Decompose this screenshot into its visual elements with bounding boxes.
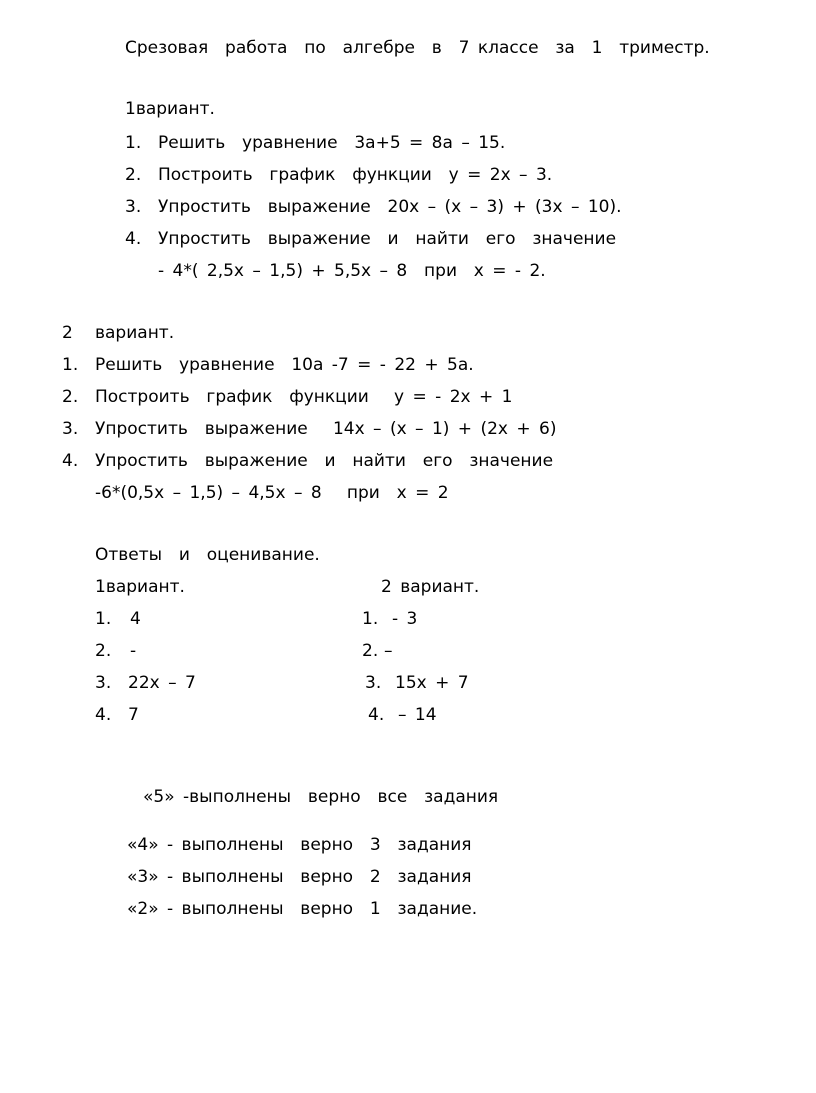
variant2-heading: вариант.	[95, 323, 175, 343]
answer-v1-2-number: 2.	[95, 641, 112, 661]
answer-v1-1-number: 1.	[95, 609, 112, 629]
variant2-heading-number: 2	[62, 323, 73, 343]
variant2-task4-text: Упростить выражение и найти его значение	[95, 451, 554, 471]
variant1-task4-number: 4.	[125, 229, 142, 249]
variant2-task4-number: 4.	[62, 451, 79, 471]
variant2-task2-number: 2.	[62, 387, 79, 407]
variant1-task2-text: Построить график функции у = 2х – 3.	[158, 165, 553, 185]
grading-2: «2» - выполнены верно 1 задание.	[127, 899, 478, 919]
variant2-task4-expression: -6*(0,5х – 1,5) – 4,5х – 8 при х = 2	[95, 483, 449, 503]
answer-v2-4-number: 4.	[368, 705, 385, 725]
variant2-task2-text: Построить график функции у = - 2х + 1	[95, 387, 513, 407]
variant1-heading: 1вариант.	[125, 99, 215, 119]
answers-variant2-label: 2 вариант.	[381, 577, 480, 597]
variant2-task1-text: Решить уравнение 10а -7 = - 22 + 5а.	[95, 355, 474, 375]
page-title: Срезовая работа по алгебре в 7 классе за 1 триместр.	[125, 38, 710, 58]
answer-v1-3-value: 22х – 7	[128, 673, 196, 693]
variant2-task1-number: 1.	[62, 355, 79, 375]
grading-4: «4» - выполнены верно 3 задания	[127, 835, 472, 855]
answer-v1-4-value: 7	[128, 705, 139, 725]
grading-3: «3» - выполнены верно 2 задания	[127, 867, 472, 887]
answers-variant1-label: 1вариант.	[95, 577, 185, 597]
answer-v2-1-number: 1.	[362, 609, 379, 629]
variant1-task4-expression: - 4*( 2,5х – 1,5) + 5,5х – 8 при х = - 2.	[158, 261, 546, 281]
answer-v2-3-number: 3.	[365, 673, 382, 693]
grading-5: «5» -выполнены верно все задания	[143, 787, 499, 807]
answer-v1-4-number: 4.	[95, 705, 112, 725]
variant1-task1-text: Решить уравнение 3а+5 = 8а – 15.	[158, 133, 506, 153]
variant1-task2-number: 2.	[125, 165, 142, 185]
answer-v2-2-number: 2.	[362, 641, 379, 661]
answer-v1-3-number: 3.	[95, 673, 112, 693]
answer-v1-1-value: 4	[130, 609, 141, 629]
variant2-task3-text: Упростить выражение 14х – (х – 1) + (2х + 6)	[95, 419, 557, 439]
variant1-task4-text: Упростить выражение и найти его значение	[158, 229, 617, 249]
variant1-task3-text: Упростить выражение 20х – (х – 3) + (3х – 10).	[158, 197, 622, 217]
variant1-task3-number: 3.	[125, 197, 142, 217]
answer-v1-2-value: -	[130, 641, 137, 661]
answer-v2-2-value: –	[384, 641, 393, 661]
answer-v2-4-value: – 14	[398, 705, 437, 725]
answer-v2-3-value: 15х + 7	[395, 673, 469, 693]
variant2-task3-number: 3.	[62, 419, 79, 439]
answer-v2-1-value: - 3	[392, 609, 418, 629]
answers-heading: Ответы и оценивание.	[95, 545, 320, 565]
variant1-task1-number: 1.	[125, 133, 142, 153]
